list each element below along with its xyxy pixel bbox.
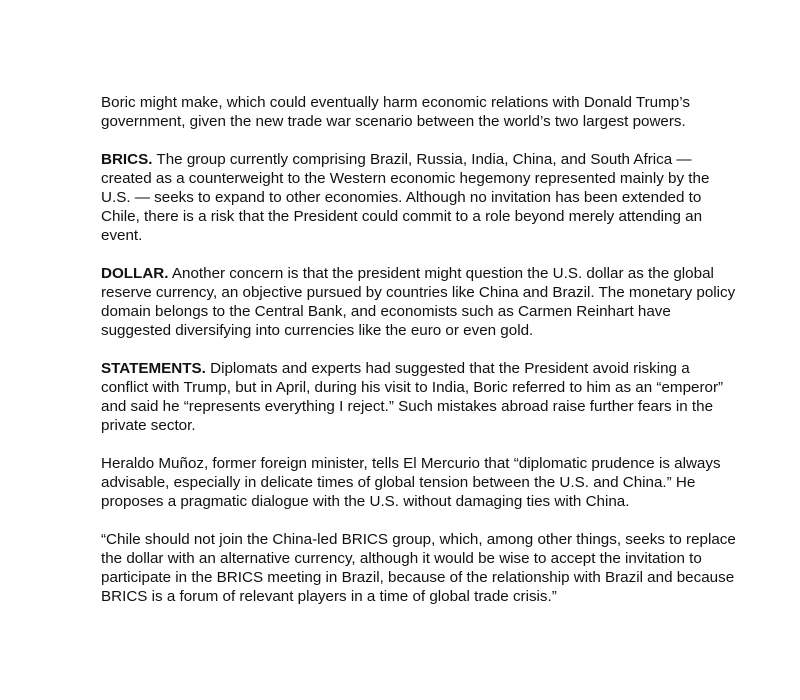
paragraph-text: Heraldo Muñoz, former foreign minister, tells El Mercurio that “diplomatic prudence is always advisable, especially in delicate times of global tension between the U.S. and China.” He proposes a pragmatic dialogue with the U.S. without damaging ties with China. [101, 455, 721, 510]
paragraph-text: The group currently comprising Brazil, Russia, India, China, and South Africa — created as a counterweight to the Western economic hegemony represented mainly by the U.S. — seeks to expand to other economies. Although no invitation has been extended to Chile, there is a risk that the President could commit to a role beyond merely attending an event. [101, 151, 710, 244]
paragraph-text: Diplomats and experts had suggested that the President avoid risking a conflict with Trump, but in April, during his visit to India, Boric referred to him as an “emperor” and said he “represents everything I reject.” Such mistakes abroad raise further fears in the private sector. [101, 360, 724, 434]
paragraph-dollar [101, 264, 741, 340]
paragraph-intro [101, 93, 741, 131]
paragraph-heading: DOLLAR. [101, 265, 169, 282]
paragraph-heading: STATEMENTS. [101, 360, 206, 377]
paragraph-statements [101, 359, 741, 435]
paragraph-quote [101, 530, 741, 606]
paragraph-text: “Chile should not join the China-led BRICS group, which, among other things, seeks to replace the dollar with an alternative currency, although it would be wise to accept the invitation to participate in the BRICS meeting in Brazil, because of the relationship with Brazil and because BRICS is a forum of relevant players in a time of global trade crisis.” [101, 531, 736, 605]
article-body [101, 93, 741, 625]
paragraph-brics [101, 150, 741, 245]
paragraph-text: Another concern is that the president might question the U.S. dollar as the global reserve currency, an objective pursued by countries like China and Brazil. The monetary policy domain belongs to the Central Bank, and economists such as Carmen Reinhart have suggested diversifying into currencies like the euro or even gold. [101, 265, 736, 339]
paragraph-heading: BRICS. [101, 151, 153, 168]
paragraph-text: Boric might make, which could eventually harm economic relations with Donald Trump’s government, given the new trade war scenario between the world’s two largest powers. [101, 94, 690, 130]
paragraph-munoz [101, 454, 741, 511]
